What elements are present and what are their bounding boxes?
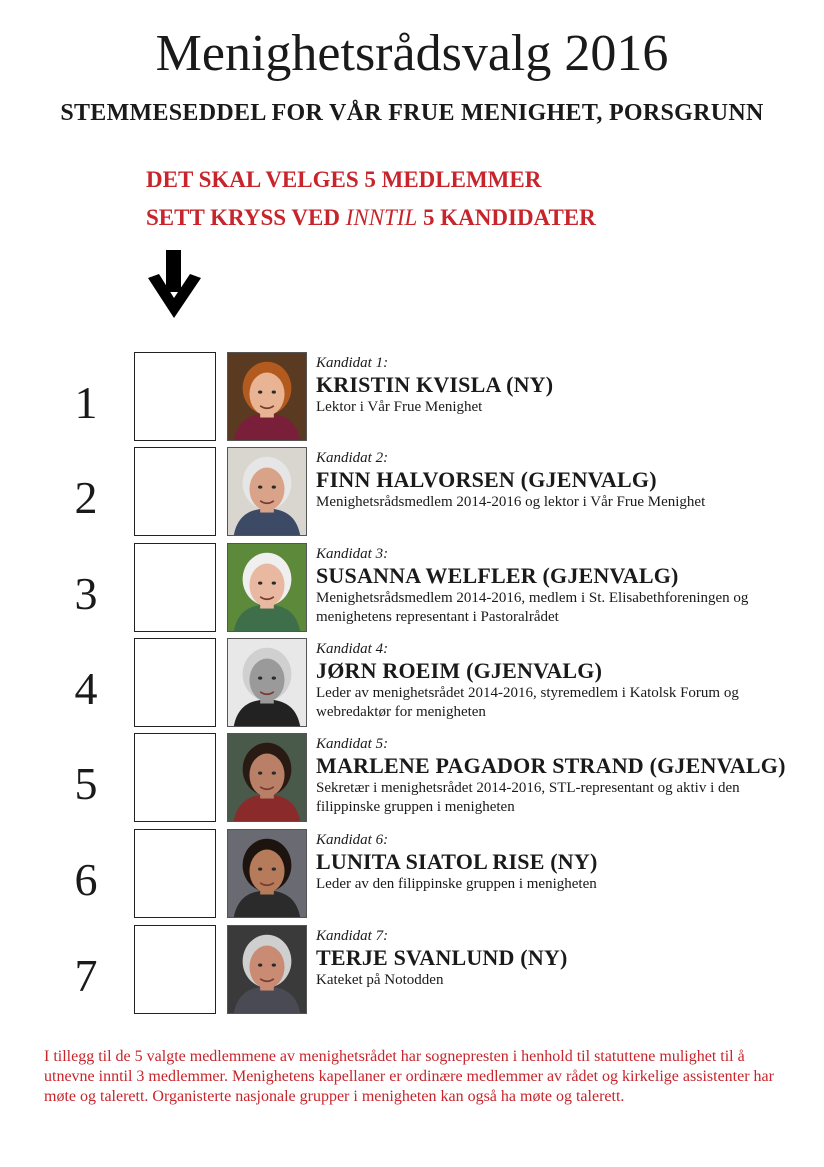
instruction-mark-prefix: SETT KRYSS VED [146, 205, 346, 230]
candidate-description: Sekretær i menighetsrådet 2014-2016, STL-representant og aktiv i den filippinske gruppen i menigheten [316, 780, 740, 815]
vote-checkbox[interactable] [134, 925, 216, 1014]
candidate-row [0, 925, 824, 1021]
candidate-name: SUSANNA WELFLER (GJENVALG) [316, 563, 679, 588]
candidate-number: 5 [74, 758, 98, 809]
footer-note: I tillegg til de 5 valgte medlemmene av menighetsrådet har sognepresten i henhold til statuttene mulighet til å utnevne inntil 3 medlemmer. Menighetens kapellaner er ordinære medlemmer av rådet og kirkelige assistenter har møte og talerett. Organisterte nasjonale grupper i menigheten kan også ha møte og talerett. [44, 1048, 774, 1105]
instruction-mark-emphasis: INNTIL [345, 205, 418, 230]
candidate-photo [227, 638, 307, 727]
candidate-label: Kandidat 4: [316, 641, 389, 657]
candidate-photo [227, 543, 307, 632]
candidate-label: Kandidat 5: [316, 736, 389, 752]
candidate-row [0, 543, 824, 639]
candidate-name: LUNITA SIATOL RISE (NY) [316, 849, 598, 874]
candidate-name: FINN HALVORSEN (GJENVALG) [316, 467, 657, 492]
candidate-photo [227, 829, 307, 918]
vote-checkbox[interactable] [134, 829, 216, 918]
candidate-name: KRISTIN KVISLA (NY) [316, 372, 554, 397]
candidate-number: 2 [74, 472, 98, 523]
candidate-description: Lektor i Vår Frue Menighet [316, 399, 483, 415]
candidate-info [316, 735, 796, 817]
candidate-number: 6 [74, 854, 98, 905]
candidate-row [0, 352, 824, 448]
candidate-name: JØRN ROEIM (GJENVALG) [316, 658, 603, 683]
candidate-photo [227, 925, 307, 1014]
candidate-description: Leder av den filippinske gruppen i menigheten [316, 876, 597, 892]
candidate-info [316, 927, 796, 990]
instruction-members: DET SKAL VELGES 5 MEDLEMMER [146, 167, 542, 192]
candidate-info [316, 831, 796, 894]
candidate-number: 7 [74, 950, 98, 1001]
arrow-down-icon [146, 250, 208, 320]
candidate-info [316, 354, 796, 417]
candidate-description: Menighetsrådsmedlem 2014-2016, medlem i St. Elisabethforeningen og menighetens representant i Pastoralrådet [316, 590, 749, 625]
candidate-name: TERJE SVANLUND (NY) [316, 945, 568, 970]
candidate-photo [227, 447, 307, 536]
candidate-number: 3 [74, 568, 98, 619]
vote-checkbox[interactable] [134, 638, 216, 727]
candidate-info [316, 640, 796, 722]
candidate-name: MARLENE PAGADOR STRAND (GJENVALG) [316, 753, 786, 778]
candidate-label: Kandidat 3: [316, 546, 389, 562]
candidate-number: 4 [74, 663, 98, 714]
instruction-mark [146, 204, 596, 232]
candidate-description: Menighetsrådsmedlem 2014-2016 og lektor i Vår Frue Menighet [316, 494, 706, 510]
page-subtitle: STEMMESEDDEL FOR VÅR FRUE MENIGHET, PORSGRUNN [60, 100, 764, 126]
candidate-description: Leder av menighetsrådet 2014-2016, styremedlem i Katolsk Forum og webredaktør for menigheten [316, 685, 739, 720]
page-title: Menighetsrådsvalg 2016 [155, 25, 669, 82]
candidate-label: Kandidat 6: [316, 832, 389, 848]
candidate-info [316, 449, 796, 512]
candidate-photo [227, 352, 307, 441]
vote-checkbox[interactable] [134, 447, 216, 536]
candidate-number: 1 [74, 377, 98, 428]
vote-checkbox[interactable] [134, 733, 216, 822]
candidate-row [0, 733, 824, 829]
candidate-photo [227, 733, 307, 822]
candidate-label: Kandidat 7: [316, 928, 389, 944]
candidate-row [0, 447, 824, 543]
candidate-label: Kandidat 2: [316, 450, 389, 466]
candidate-row [0, 829, 824, 925]
vote-checkbox[interactable] [134, 543, 216, 632]
instruction-mark-suffix: 5 KANDIDATER [417, 205, 596, 230]
candidate-row [0, 638, 824, 734]
vote-checkbox[interactable] [134, 352, 216, 441]
candidate-description: Kateket på Notodden [316, 972, 444, 988]
candidate-info [316, 545, 796, 627]
candidate-label: Kandidat 1: [316, 355, 389, 371]
